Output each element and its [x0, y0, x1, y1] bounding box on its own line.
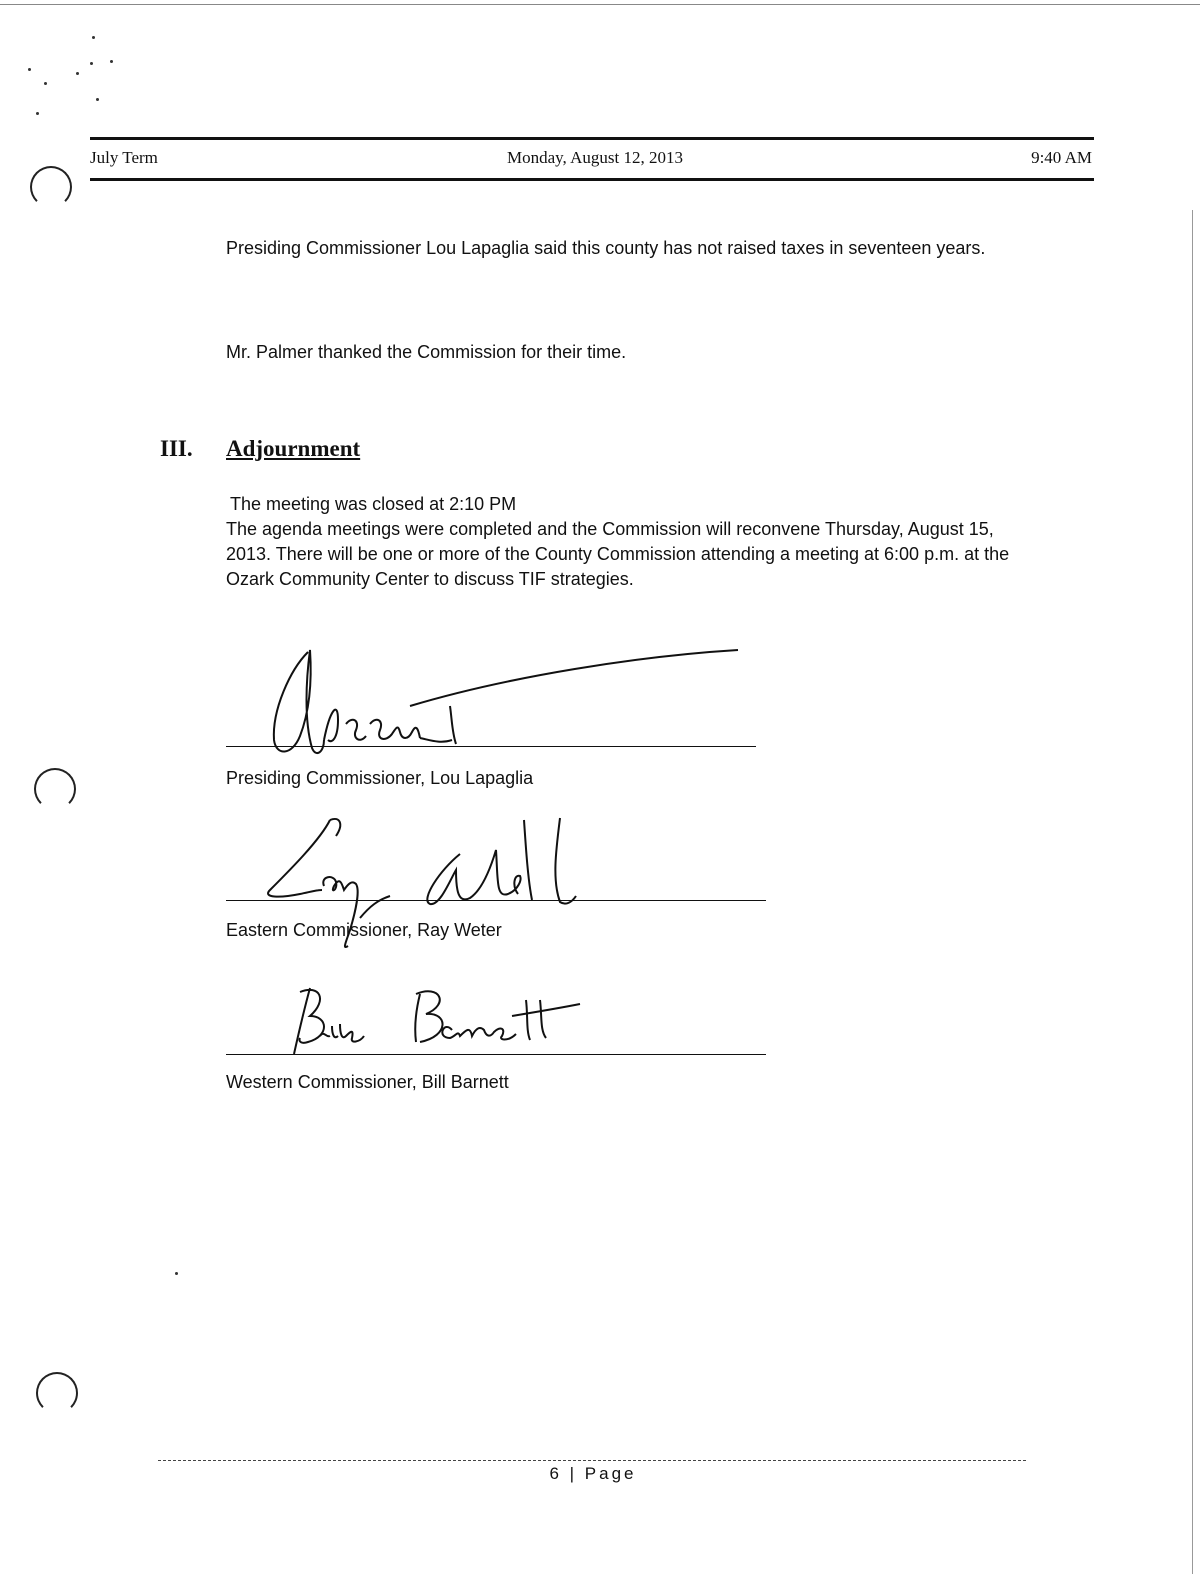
closed-line: The meeting was closed at 2:10 PM — [230, 494, 517, 514]
binder-hole-icon — [30, 166, 72, 208]
scan-speck — [44, 82, 47, 85]
signature-label-presiding: Presiding Commissioner, Lou Lapaglia — [226, 768, 534, 788]
page-number: 6 | Page — [549, 1464, 637, 1483]
signature-label-western: Western Commissioner, Bill Barnett — [226, 1072, 509, 1092]
paragraph-palmer: Mr. Palmer thanked the Commission for their time. — [226, 342, 627, 362]
scan-speck — [90, 62, 93, 65]
signature-line — [226, 1054, 766, 1055]
paragraph-taxes: Presiding Commissioner Lou Lapaglia said this county has not raised taxes in seventeen years. — [226, 238, 986, 258]
scan-speck — [96, 98, 99, 101]
section-title: Adjournment — [226, 436, 361, 461]
scan-speck — [110, 60, 113, 63]
scan-edge-right — [1192, 210, 1193, 1574]
section-number: III. — [160, 436, 193, 461]
header-term: July Term — [90, 148, 158, 167]
header-time: 9:40 AM — [1031, 148, 1092, 167]
signature-absent — [220, 640, 760, 760]
header-rule-bottom — [90, 178, 1094, 181]
scan-speck — [92, 36, 95, 39]
signature-line — [226, 900, 766, 901]
reconvene-paragraph: The agenda meetings were completed and the Commission will reconvene Thursday, August 15, 2013. There will be one or more of the County Commission attending a meeting at 6:00 p.m. at the Ozark Community Center to discuss TIF strategies. — [226, 519, 1010, 589]
signature-bill-barnett — [280, 980, 600, 1060]
scan-speck — [36, 112, 39, 115]
header-date: Monday, August 12, 2013 — [507, 148, 683, 167]
binder-hole-icon — [34, 768, 76, 810]
scan-speck — [76, 72, 79, 75]
scan-speck — [175, 1272, 178, 1275]
header-rule-top — [90, 137, 1094, 140]
scan-edge-top — [0, 4, 1200, 5]
signature-line — [226, 746, 756, 747]
binder-hole-icon — [36, 1372, 78, 1414]
signature-label-eastern: Eastern Commissioner, Ray Weter — [226, 920, 502, 940]
scan-speck — [28, 68, 31, 71]
footer-rule — [158, 1460, 1026, 1461]
